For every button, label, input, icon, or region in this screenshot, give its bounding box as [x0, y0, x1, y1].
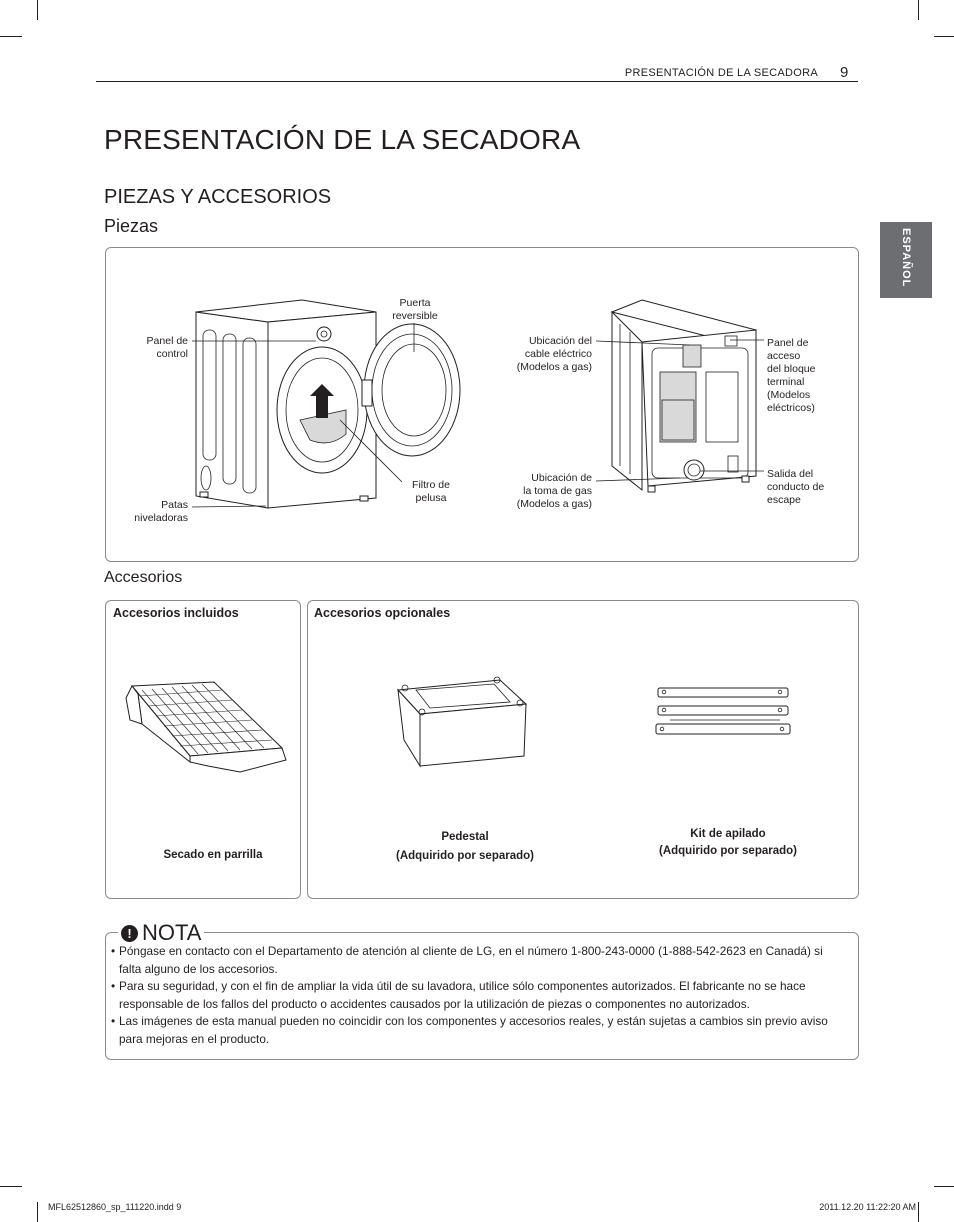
note-title: ! NOTA — [118, 920, 204, 946]
included-accessories-title: Accesorios incluidos — [113, 606, 239, 620]
running-header: PRESENTACIÓN DE LA SECADORA — [624, 67, 818, 79]
note-item: • Las imágenes de esta manual pueden no coincidir con los componentes y accesorios reales, y están sujetas a cambios sin previo aviso para mejoras en el producto. — [111, 1013, 846, 1048]
label-toma-gas: Ubicación de la toma de gas (Modelos a gas) — [516, 472, 592, 510]
section-heading: PIEZAS Y ACCESORIOS — [104, 186, 332, 208]
label-panel-control: Panel de control — [146, 335, 188, 360]
label-bloque-terminal: Panel de acceso del bloque terminal (Modelos eléctricos) — [767, 337, 816, 414]
rack-caption: Secado en parrilla — [163, 849, 263, 861]
note-item: • Póngase en contacto con el Departamento de atención al cliente de LG, en el número 1-800-243-0000 (1-888-542-2623 en Canadá) si falta alguno de los accesorios. — [111, 943, 846, 978]
label-patas-niveladoras: Patas niveladoras — [134, 499, 188, 524]
label-cable-electrico: Ubicación del cable eléctrico (Modelos a gas) — [516, 335, 592, 373]
language-tab: ESPAÑOL — [880, 222, 932, 298]
label-puerta-reversible: Puerta reversible — [392, 297, 438, 322]
pedestal-caption: Pedestal (Adquirido por separado) — [396, 831, 534, 862]
note-list — [111, 943, 846, 1048]
footer-file: MFL62512860_sp_111220.indd 9 — [48, 1202, 182, 1212]
note-item: • Para su seguridad, y con el fin de ampliar la vida útil de su lavadora, utilice sólo componentes autorizados. El fabricante no se hace responsable de los fallos del producto o accidentes causados por la utilización de piezas o componentes no autorizados. — [111, 978, 846, 1013]
label-conducto-escape: Salida del conducto de escape — [767, 468, 825, 506]
warning-icon: ! — [121, 925, 138, 942]
page-title: PRESENTACIÓN DE LA SECADORA — [104, 124, 581, 155]
accesorios-heading: Accesorios — [104, 569, 183, 586]
label-filtro-pelusa: Filtro de pelusa — [412, 479, 450, 504]
kit-caption: Kit de apilado (Adquirido por separado) — [659, 828, 797, 857]
optional-accessories-title: Accesorios opcionales — [314, 606, 451, 620]
footer-date: 2011.12.20 11:22:20 AM — [819, 1202, 916, 1212]
page-number: 9 — [840, 64, 849, 81]
piezas-heading: Piezas — [104, 216, 159, 236]
